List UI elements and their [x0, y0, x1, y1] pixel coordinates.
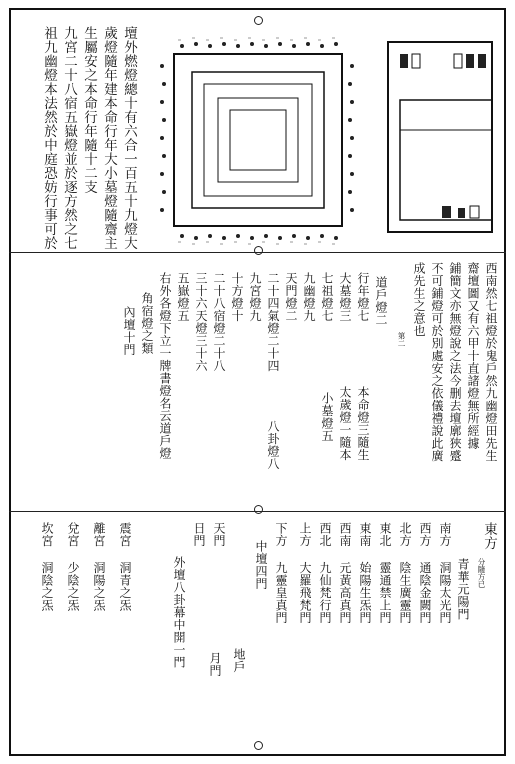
- entry: 西方 通陰金闕門: [418, 522, 432, 624]
- text-column: 鋪簡文亦無燈說之法今删去壇廓狹蹙: [448, 262, 462, 462]
- entry: 東北 靈通禁上門: [378, 522, 392, 624]
- item: 十方燈十: [230, 272, 244, 322]
- entry: 天門: [212, 522, 226, 547]
- binding-hole: [254, 16, 263, 25]
- item: 八卦燈八: [266, 420, 280, 470]
- item: 本命燈三隨生: [356, 386, 370, 461]
- entry: 月門: [208, 652, 222, 677]
- entry: 西北 九仙梵行門: [318, 522, 332, 624]
- item: 內壇十門: [122, 306, 136, 356]
- entry: 震宮 洞青之炁: [118, 522, 132, 612]
- item: 二十八宿燈二十八: [212, 272, 226, 372]
- section-divider: [9, 252, 506, 253]
- text-column: 齋壇圖又有六甲十直諸燈無所經據: [466, 262, 480, 450]
- item: 天門燈二: [284, 272, 298, 322]
- item: 右外各燈下立一牌書燈名云道戶燈: [158, 272, 172, 460]
- header: 東方: [481, 522, 497, 550]
- entry: 上方 大羅飛梵門: [298, 522, 312, 624]
- text-column: 西南然七祖燈於鬼戶然九幽燈田先生: [484, 262, 498, 462]
- item: 九幽燈九: [302, 272, 316, 322]
- entry: 東南 始陽生炁門: [358, 522, 372, 624]
- item: 二十四氣燈二十四: [266, 272, 280, 372]
- item: 五嶽燈五: [176, 272, 190, 322]
- item: 道戶燈二: [374, 276, 388, 326]
- item: 九宮燈九: [248, 272, 262, 322]
- item: 角宿燈之類: [140, 292, 154, 355]
- item: 七祖燈七: [320, 272, 334, 322]
- entry: 青華元陽門: [456, 558, 470, 621]
- item: 小墓燈五: [320, 392, 334, 442]
- altar-layout-diagram: [382, 36, 500, 240]
- binding-hole: [254, 741, 263, 750]
- text-column: 壇外燃燈總十有六合一百五十九燈大: [121, 26, 137, 250]
- item: 大墓燈三: [338, 272, 352, 322]
- entry: 南方 洞陽太光門: [438, 522, 452, 624]
- entry: 坎宮 洞陰之炁: [40, 522, 54, 612]
- entry: 地戶: [232, 648, 246, 673]
- text-column: 成先生之意也: [412, 262, 426, 337]
- item: 三十六天燈三十六: [194, 272, 208, 372]
- note: 分隨方已: [477, 558, 486, 588]
- entry: 北方 陰生廣靈門: [398, 522, 412, 624]
- section-marker: 第二: [397, 332, 406, 347]
- entry: 中壇四門: [254, 540, 268, 590]
- entry: 兌宮 少陰之炁: [66, 522, 80, 612]
- binding-hole: [254, 246, 263, 255]
- entry: 外壇八卦幕中開一門: [172, 556, 186, 669]
- text-column: 不可鋪燈可於別處安之依儀禮說此廣: [430, 262, 444, 462]
- entry: 下方 九靈皇真門: [274, 522, 288, 624]
- entry: 西南 元黃高真門: [338, 522, 352, 624]
- item: 太歲燈一隨本: [338, 386, 352, 461]
- item: 行年燈七: [356, 272, 370, 322]
- entry: 日門: [192, 522, 206, 547]
- entry: 離宮 洞陽之炁: [92, 522, 106, 612]
- binding-hole: [254, 505, 263, 514]
- lamp-square-diagram: [152, 36, 362, 246]
- section-divider: [9, 511, 506, 512]
- text-column: 祖九幽燈本法然於中庭恐妨行事可於: [41, 26, 57, 250]
- text-column: 九宮二十八宿五嶽燈並於逐方然之七: [61, 26, 77, 250]
- text-column: 生屬安之本命行年隨十二支: [81, 26, 97, 194]
- text-column: 歲燈隨年建本命行年大小墓燈隨齋主: [101, 26, 117, 250]
